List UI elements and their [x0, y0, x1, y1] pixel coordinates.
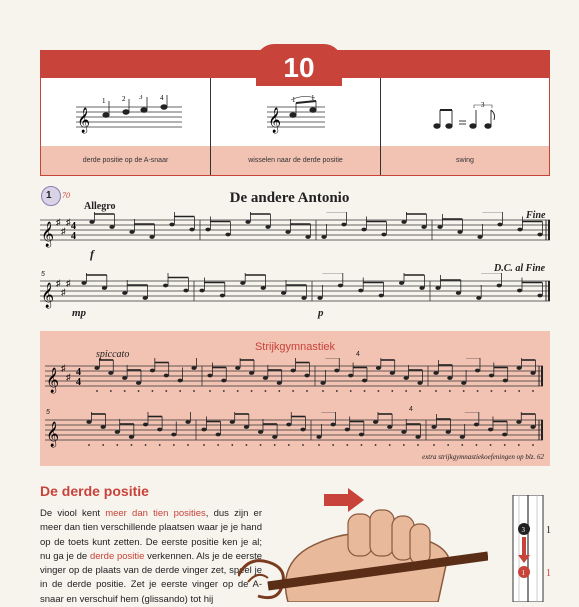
fingering: 1 — [311, 95, 315, 102]
gym-staff-1 — [45, 358, 545, 398]
svg-text:4: 4 — [76, 367, 81, 378]
cell-caption-2: wisselen naar de derde positie — [248, 157, 343, 164]
svg-text:♯: ♯ — [61, 287, 66, 297]
fingering: 1 — [292, 96, 296, 104]
finger-label: 1 — [546, 525, 551, 536]
arrow-right-icon — [324, 488, 364, 512]
tempo-marking: Allegro — [84, 201, 116, 212]
cell-caption-1: derde positie op de A-snaar — [82, 157, 169, 164]
svg-text:𝄞: 𝄞 — [46, 367, 60, 392]
cell1-staff — [76, 95, 186, 135]
gym-staff-2 — [45, 412, 545, 452]
svg-text:♯: ♯ — [61, 363, 66, 373]
song-title: De andere Antonio — [229, 190, 350, 206]
svg-text:𝄞: 𝄞 — [268, 107, 282, 132]
dynamic-p: p — [318, 307, 324, 319]
dot-finger: 1 — [521, 569, 525, 577]
fingerboard-diagram — [495, 495, 555, 602]
fingering: 2 — [122, 95, 126, 103]
gym-title: Strijkgymnastiek — [254, 341, 336, 353]
track-sub-number: 70 — [62, 191, 70, 200]
svg-text:𝄞: 𝄞 — [41, 282, 55, 307]
body-text: De viool kent meer dan tien posities, dus zijn er meer dan tien verschillende plaatsen waar je je hand op de toets kunt zetten. De eerste positie ken je al; nu ga je de derde positie verkennen. Als je de eerste vinger op de plaats van de derde vinger zet, speel je in de derde positie. Zet je eerste vinger op de A-snaar en verschuif hem (glissando) tot hij — [40, 508, 262, 605]
svg-text:𝄞: 𝄞 — [46, 421, 60, 446]
tuplet-number: 3 — [481, 102, 485, 109]
svg-text:♯: ♯ — [66, 372, 71, 382]
dot-finger: 3 — [521, 526, 525, 534]
svg-text:♯: ♯ — [61, 226, 66, 236]
svg-text:4: 4 — [71, 231, 76, 242]
track-number: 1 — [46, 190, 52, 201]
svg-text:𝄞: 𝄞 — [77, 107, 91, 132]
svg-text:4: 4 — [71, 221, 76, 232]
svg-text:♯: ♯ — [66, 278, 71, 288]
cell2-staff — [267, 95, 329, 135]
measure-number: 5 — [41, 271, 45, 278]
lesson-number: 10 — [256, 44, 342, 86]
fingering: 4 — [356, 351, 360, 358]
song-staff-2 — [40, 273, 552, 313]
footnote: extra strijkgymnastiekoefeningen op blz. 62 — [422, 453, 544, 461]
spiccato-marking: spiccato — [96, 349, 130, 360]
dynamic-f: f — [90, 247, 94, 261]
svg-text:4: 4 — [76, 377, 81, 388]
svg-text:♯: ♯ — [56, 217, 61, 227]
fingering: 4 — [160, 95, 164, 102]
dc-al-fine-marking: D.C. al Fine — [494, 263, 546, 274]
svg-text:𝄞: 𝄞 — [41, 221, 55, 246]
svg-text:♯: ♯ — [66, 217, 71, 227]
violin-hand-illustration — [238, 486, 488, 602]
fingering: 3 — [139, 95, 143, 101]
finger-label: 1 — [546, 568, 551, 579]
svg-text:♯: ♯ — [56, 278, 61, 288]
section-heading: De derde positie — [40, 483, 149, 499]
measure-number: 5 — [46, 409, 50, 416]
fingering: 4 — [409, 406, 413, 413]
song-staff-1 — [40, 212, 552, 252]
fine-marking: Fine — [526, 210, 546, 221]
swing-notation — [432, 102, 502, 134]
cell-caption-3: swing — [456, 157, 474, 164]
dynamic-mp: mp — [72, 307, 87, 319]
fingering: 1 — [102, 97, 106, 105]
